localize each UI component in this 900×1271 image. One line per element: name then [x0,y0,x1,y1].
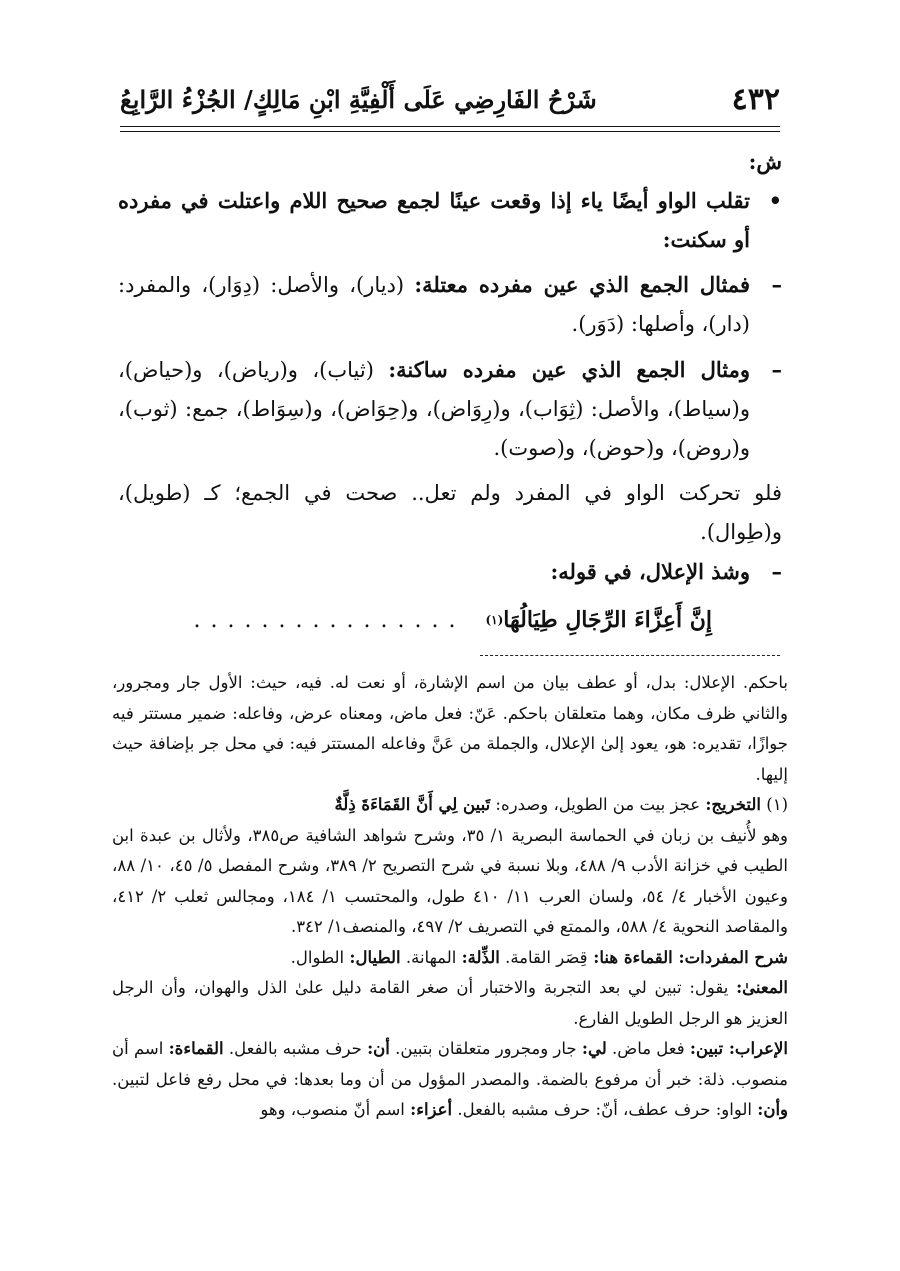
takhrij-label: التخريج: [705,795,761,814]
dash-item-1-text [118,265,750,344]
meaning [112,973,788,1034]
verse-text: إِنَّ أَعِزَّاءَ الرِّجَالِ طِيَالُهَا [503,607,712,633]
header-rule [120,126,780,132]
footnote-1 [112,790,788,821]
dash-item-3 [118,552,782,591]
dash-item-1-rest: (ديار)، والأصل: (دِوَار)، والمفرد: (دار)، وأصلها: (دَوَر). [118,273,750,336]
takhrij-text: عجز بيت من الطويل، وصدره: [490,795,706,814]
vocab-def: قِصَر القامة. [499,947,588,967]
footnote-ref: (١) [485,613,504,627]
bullet-icon: • [768,188,782,213]
dash-icon: – [771,357,782,382]
vocab-term: الطيال: [349,947,401,967]
footnotes [112,668,788,1126]
dash-item-1-lead: فمثال الجمع الذي عين مفرده معتلة: [414,272,750,297]
vocabulary-label: شرح المفردات: [678,947,788,967]
vocab-term: الذِّلة: [461,947,500,967]
parse-def: اسم أن منصوب. ذلة: خبر أن مرفوع بالضمة. والمصدر المؤول من أن وما بعدها: في محل رفع فاعل لتبين. [112,1039,788,1089]
vocab-def: المهانة. [400,947,462,967]
verse-dots: ................ [193,608,466,633]
verse-line [118,601,782,640]
parse-def: الواو: حرف عطف، أنّ: حرف مشبه بالفعل. [452,1100,758,1119]
parse-def: حرف مشبه بالفعل. [223,1039,368,1058]
vocab-def: الطوال. [290,947,350,967]
dash-item-2-rest: (ثياب)، و(رياض)، و(حياض)، و(سياط)، والأصل: (ثِوَاب)، و(رِوَاض)، و(حِوَاض)، و(سِوَاط)، جمع: (ثوب)، و(روض)، و(حوض)، و(صوت). [118,358,750,460]
dash-item-2-lead: ومثال الجمع الذي عين مفرده ساكنة: [388,357,750,382]
footnote-number: (١) [766,795,788,814]
running-title: شَرْحُ الفَارِضِي عَلَى أَلْفِيَّةِ ابْنِ مَالِكٍ/ الجُزْءُ الرَّابِعُ [120,85,597,114]
sh-label: ش: [748,149,782,174]
parse-term: وأن: [757,1100,788,1119]
page-header [120,72,780,122]
parse-term: أعزاء: [410,1100,453,1119]
parse-term: تبين: [689,1039,729,1058]
parse-term: لي: [581,1039,607,1058]
parsing [112,1034,788,1126]
dash-item-2-text [118,350,750,468]
parsing-label: الإعراب: [728,1039,788,1058]
footnote-continued: باحكم. الإعلال: بدل، أو عطف بيان من اسم الإشارة، أو نعت له. فيه، حيث: الأول جار ومجرور، والثاني ظرف مكان، وهما متعلقان باحكم. عَنّ: فعل ماض، ومعناه عرض، وفاعله: ضمير مستتر فيه جوازًا، تقديره: هو، يعود إلىٰ الإعلال، والجملة من عَنَّ وفاعله المستتر فيه: في محل جر بإضافة حيث إليها. [112,673,788,784]
bullet-text: تقلب الواو أيضًا ياء إذا وقعت عينًا لجمع صحيح اللام واعتلت في مفرده أو سكنت: [118,188,750,252]
footnote-separator [480,655,780,656]
vocabulary [112,943,788,974]
dash-icon: – [771,272,782,297]
sources: وهو لأُنيف بن زبان في الحماسة البصرية ١/ ٣٥، وشرح شواهد الشافية ص٣٨٥، ولأثال بن عبدة ابن الطيب في خزانة الأدب ٩/ ٤٨٨، وبلا نسبة في شرح التصريح ٢/ ٣٨٩، وشرح المفصل ٥/ ٤٥، ١٠/ ٨٨، وعيون الأخبار ٤/ ٥٤، ولسان العرب ١١/ ٤١٠ طول، والمحتسب ١/ ١٨٤، ومجالس ثعلب ٢/ ٤١٢، والمقاصد النحوية ٤/ ٥٨٨، والممتع في التصريف ٢/ ٤٩٧، والمنصف١/ ٣٤٢. [112,825,789,936]
bullet-item [118,181,782,259]
main-text [118,142,782,640]
parse-def: فعل ماض. [606,1039,690,1058]
page-number: ٤٣٢ [731,82,780,117]
parse-term: أن: [367,1039,390,1058]
parse-def: جار ومجرور متعلقان بتبين. [389,1039,582,1058]
parse-term: القماءة: [168,1039,224,1058]
parse-def: اسم أنّ منصوب، وهو [260,1100,411,1119]
dash-item-2 [118,350,782,468]
meaning-text: يقول: تبين لي بعد التجربة والاختبار أن صغر القامة دليل علىٰ الذل والهوان، وأن الرجل العزيز هو الرجل الطويل الفارع. [112,978,788,1028]
dash-item-3-text: وشذ الإعلال، في قوله: [550,559,750,584]
paragraph: فلو تحركت الواو في المفرد ولم تعل.. صحت في الجمع؛ كـ (طويل)، و(طِوال). [118,481,782,544]
dash-icon: – [771,559,782,584]
vocab-term: القماءة هنا: [587,947,679,967]
dash-item-1 [118,265,782,344]
meaning-label: المعنىٰ: [736,978,788,997]
sadr-verse: تَبين لِي أَنَّ القَمَاءَةَ ذِلَّةٌ [334,795,491,814]
